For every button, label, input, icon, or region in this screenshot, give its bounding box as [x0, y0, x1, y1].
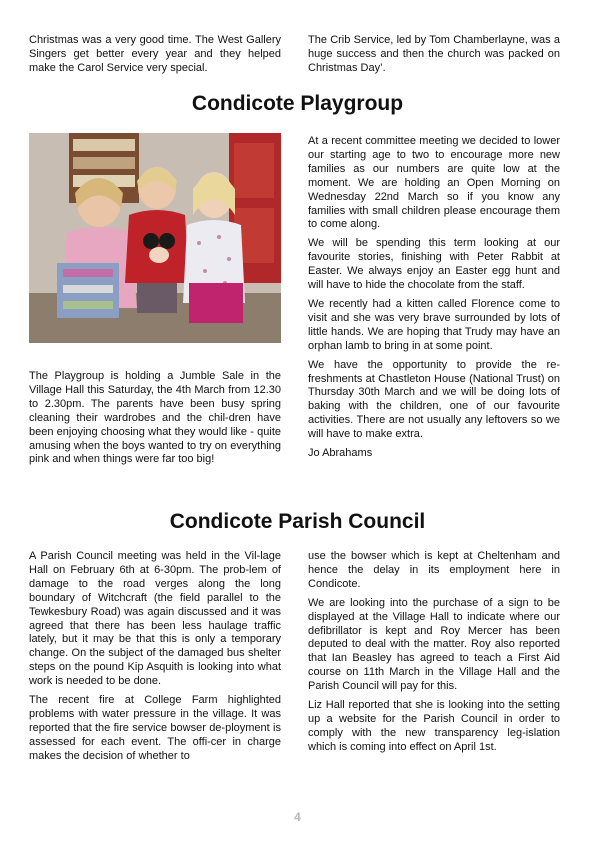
playgroup-left-column [29, 370, 281, 472]
playgroup-right-column [308, 135, 560, 466]
council-heading: Condicote Parish Council [169, 510, 426, 533]
paragraph: The recent fire at College Farm highlighted problems with water pressure in the village. It was reported that the fire service bowser de-ployment is assessed for each event. The offi-cer in charge makes the decision of whether to [29, 694, 281, 762]
playgroup-children-photo [29, 133, 281, 343]
paragraph: We are looking into the purchase of a sign to be displayed at the Village Hall to indicate where our defibrillator is kept and Roy Mercer has been deputed to deal with the matter. Roy also reported that Ian Beasley has agreed to teach a First Aid course on 11th March in the Village Hall and the Parish Council will pay for this. [308, 596, 560, 693]
council-left-column [29, 550, 281, 769]
paragraph: We will be spending this term looking at our favourite stories, finishing with Peter Rabbit at Easter. We always enjoy an Easter egg hunt and will have to hide the chocolate from the staff. [308, 237, 560, 292]
paragraph: Liz Hall reported that she is looking into the setting up a website for the Parish Council in order to comply with the new transparency leg-islation which is coming into effect on April 1st. [308, 699, 560, 753]
paragraph: We recently had a kitten called Florence come to visit and she was very brave surrounded by lots of little hands. We are hoping that Trudy may have an orphan lamb to bring in at some point. [308, 297, 560, 352]
page-number: 4 [294, 810, 301, 824]
paragraph: Christmas was a very good time. The West Gallery Singers get better every year and they helped make the Carol Service very special. [29, 34, 281, 74]
signature: Jo Abrahams [308, 447, 373, 460]
paragraph: A Parish Council meeting was held in the Vil-lage Hall on February 6th at 6-30pm. The prob-lem of damage to the road verges along the long boundary of Witchcraft (the field parallel to the Tewkesbury Road) was again discussed and it was agreed that there has been less haulage traffic lately, but it may be that this is only a temporary change. On the subject of the damaged bus shelter steps on the pound Kip Asquith is looking into what work is needed to be done. [29, 550, 281, 688]
top-left-column [29, 34, 281, 81]
paragraph: use the bowser which is kept at Cheltenham and hence the delay in its employment here in Condicote. [308, 550, 560, 590]
paragraph: The Playgroup is holding a Jumble Sale in the Village Hall this Saturday, the 4th March from 12.30 to 2.30pm. The parents have been busy spring cleaning their wardrobes and the chil-dren have been enjoying choosing what they would like - quite amusing when the boys wanted to try on everything pink and when things were far too big! [29, 370, 281, 466]
paragraph: At a recent committee meeting we decided to lower our starting age to two to encourage more new families as our numbers are quite low at the moment. We are holding an Open Morning on Wednesday 22nd March so if you know any families with small children please encourage them to come along. [308, 135, 560, 231]
top-right-column [308, 34, 560, 81]
playgroup-heading: Condicote Playgroup [191, 92, 404, 115]
paragraph: The Crib Service, led by Tom Chamberlayne, was a huge success and then the church was packed on Christmas Day’. [308, 34, 560, 74]
council-right-column [308, 550, 560, 760]
paragraph: We have the opportunity to provide the re-freshments at Chastleton House (National Trust) on Thursday 30th March and we will be doing lots of baking with the children, one of our favourite activities. There are not usually any leftovers so we will have to make extra. [308, 358, 560, 441]
